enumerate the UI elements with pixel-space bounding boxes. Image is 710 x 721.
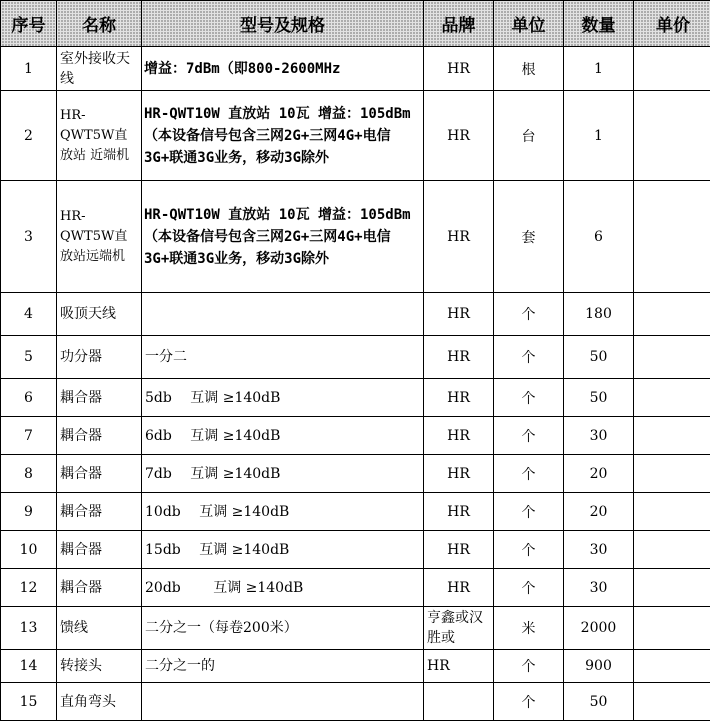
cell-spec: 增益：7dBm（即800-2600MHz <box>142 47 424 91</box>
header-unit: 单位 <box>494 1 564 47</box>
cell-brand: HR <box>424 336 494 379</box>
cell-unit: 个 <box>494 531 564 569</box>
cell-qty: 180 <box>564 293 634 336</box>
cell-unit: 个 <box>494 569 564 607</box>
cell-no: 12 <box>1 569 57 607</box>
cell-unit: 个 <box>494 650 564 683</box>
cell-spec: 一分二 <box>142 336 424 379</box>
table-row <box>1 293 710 336</box>
cell-name: 功分器 <box>57 336 142 379</box>
cell-spec <box>142 683 424 721</box>
cell-price <box>634 650 710 683</box>
cell-qty: 20 <box>564 455 634 493</box>
cell-no: 8 <box>1 455 57 493</box>
cell-no: 10 <box>1 531 57 569</box>
cell-price <box>634 455 710 493</box>
header-price: 单价 <box>634 1 710 47</box>
cell-qty: 6 <box>564 181 634 293</box>
cell-no: 14 <box>1 650 57 683</box>
cell-name: HR-QWT5W直放站 近端机 <box>57 91 142 181</box>
header-row <box>1 1 710 47</box>
cell-price <box>634 336 710 379</box>
cell-qty: 1 <box>564 47 634 91</box>
cell-no: 4 <box>1 293 57 336</box>
cell-spec: HR-QWT10W 直放站 10瓦 增益：105dBm（本设备信号包含三网2G+三网4G+电信3G+联通3G业务，移动3G除外 <box>142 91 424 181</box>
table-row <box>1 455 710 493</box>
cell-price <box>634 417 710 455</box>
header-no: 序号 <box>1 1 57 47</box>
cell-qty: 50 <box>564 683 634 721</box>
table-row <box>1 336 710 379</box>
cell-price <box>634 607 710 650</box>
cell-spec <box>142 293 424 336</box>
cell-unit: 米 <box>494 607 564 650</box>
cell-name: 耦合器 <box>57 417 142 455</box>
cell-unit: 个 <box>494 336 564 379</box>
header-brand: 品牌 <box>424 1 494 47</box>
cell-brand: HR <box>424 417 494 455</box>
cell-unit: 台 <box>494 91 564 181</box>
cell-name: 耦合器 <box>57 569 142 607</box>
cell-unit: 个 <box>494 417 564 455</box>
cell-unit: 个 <box>494 379 564 417</box>
cell-name: 耦合器 <box>57 455 142 493</box>
header-spec: 型号及规格 <box>142 1 424 47</box>
header-name: 名称 <box>57 1 142 47</box>
cell-name: 吸顶天线 <box>57 293 142 336</box>
cell-brand: HR <box>424 181 494 293</box>
table-row <box>1 493 710 531</box>
cell-no: 2 <box>1 91 57 181</box>
table-row <box>1 47 710 91</box>
cell-qty: 1 <box>564 91 634 181</box>
table-row <box>1 531 710 569</box>
cell-price <box>634 91 710 181</box>
cell-brand: HR <box>424 91 494 181</box>
cell-qty: 2000 <box>564 607 634 650</box>
cell-qty: 30 <box>564 569 634 607</box>
cell-brand: 亨鑫或汉胜或 <box>424 607 494 650</box>
cell-name: 耦合器 <box>57 493 142 531</box>
cell-price <box>634 47 710 91</box>
cell-unit: 个 <box>494 683 564 721</box>
cell-no: 13 <box>1 607 57 650</box>
cell-qty: 900 <box>564 650 634 683</box>
table-row <box>1 683 710 721</box>
cell-spec: 二分之一（每卷200米） <box>142 607 424 650</box>
cell-spec: 20db 互调 ≥140dB <box>142 569 424 607</box>
cell-name: 耦合器 <box>57 531 142 569</box>
cell-no: 1 <box>1 47 57 91</box>
cell-spec: 5db 互调 ≥140dB <box>142 379 424 417</box>
cell-unit: 套 <box>494 181 564 293</box>
cell-price <box>634 181 710 293</box>
cell-no: 7 <box>1 417 57 455</box>
cell-brand: HR <box>424 379 494 417</box>
cell-brand <box>424 683 494 721</box>
cell-name: HR-QWT5W直放站远端机 <box>57 181 142 293</box>
table-row <box>1 650 710 683</box>
cell-qty: 50 <box>564 336 634 379</box>
cell-unit: 个 <box>494 293 564 336</box>
table-row <box>1 569 710 607</box>
cell-spec: 7db 互调 ≥140dB <box>142 455 424 493</box>
cell-brand: HR <box>424 569 494 607</box>
cell-spec: 6db 互调 ≥140dB <box>142 417 424 455</box>
cell-brand: HR <box>424 47 494 91</box>
cell-name: 馈线 <box>57 607 142 650</box>
cell-price <box>634 683 710 721</box>
cell-no: 9 <box>1 493 57 531</box>
cell-no: 5 <box>1 336 57 379</box>
table-row <box>1 91 710 181</box>
cell-name: 转接头 <box>57 650 142 683</box>
cell-brand: HR <box>424 650 494 683</box>
cell-name: 直角弯头 <box>57 683 142 721</box>
cell-spec: 二分之一的 <box>142 650 424 683</box>
cell-no: 3 <box>1 181 57 293</box>
cell-spec: 15db 互调 ≥140dB <box>142 531 424 569</box>
cell-qty: 30 <box>564 531 634 569</box>
cell-price <box>634 293 710 336</box>
table-row <box>1 181 710 293</box>
cell-price <box>634 569 710 607</box>
cell-price <box>634 531 710 569</box>
cell-no: 6 <box>1 379 57 417</box>
cell-price <box>634 493 710 531</box>
cell-name: 室外接收天线 <box>57 47 142 91</box>
header-qty: 数量 <box>564 1 634 47</box>
table-row <box>1 417 710 455</box>
table-row <box>1 607 710 650</box>
cell-name: 耦合器 <box>57 379 142 417</box>
cell-unit: 个 <box>494 455 564 493</box>
cell-qty: 20 <box>564 493 634 531</box>
cell-brand: HR <box>424 531 494 569</box>
cell-spec: 10db 互调 ≥140dB <box>142 493 424 531</box>
cell-no: 15 <box>1 683 57 721</box>
cell-spec: HR-QWT10W 直放站 10瓦 增益：105dBm（本设备信号包含三网2G+三网4G+电信3G+联通3G业务，移动3G除外 <box>142 181 424 293</box>
cell-price <box>634 379 710 417</box>
cell-brand: HR <box>424 293 494 336</box>
cell-qty: 50 <box>564 379 634 417</box>
table-row <box>1 379 710 417</box>
cell-qty: 30 <box>564 417 634 455</box>
cell-unit: 根 <box>494 47 564 91</box>
cell-brand: HR <box>424 455 494 493</box>
cell-brand: HR <box>424 493 494 531</box>
cell-unit: 个 <box>494 493 564 531</box>
